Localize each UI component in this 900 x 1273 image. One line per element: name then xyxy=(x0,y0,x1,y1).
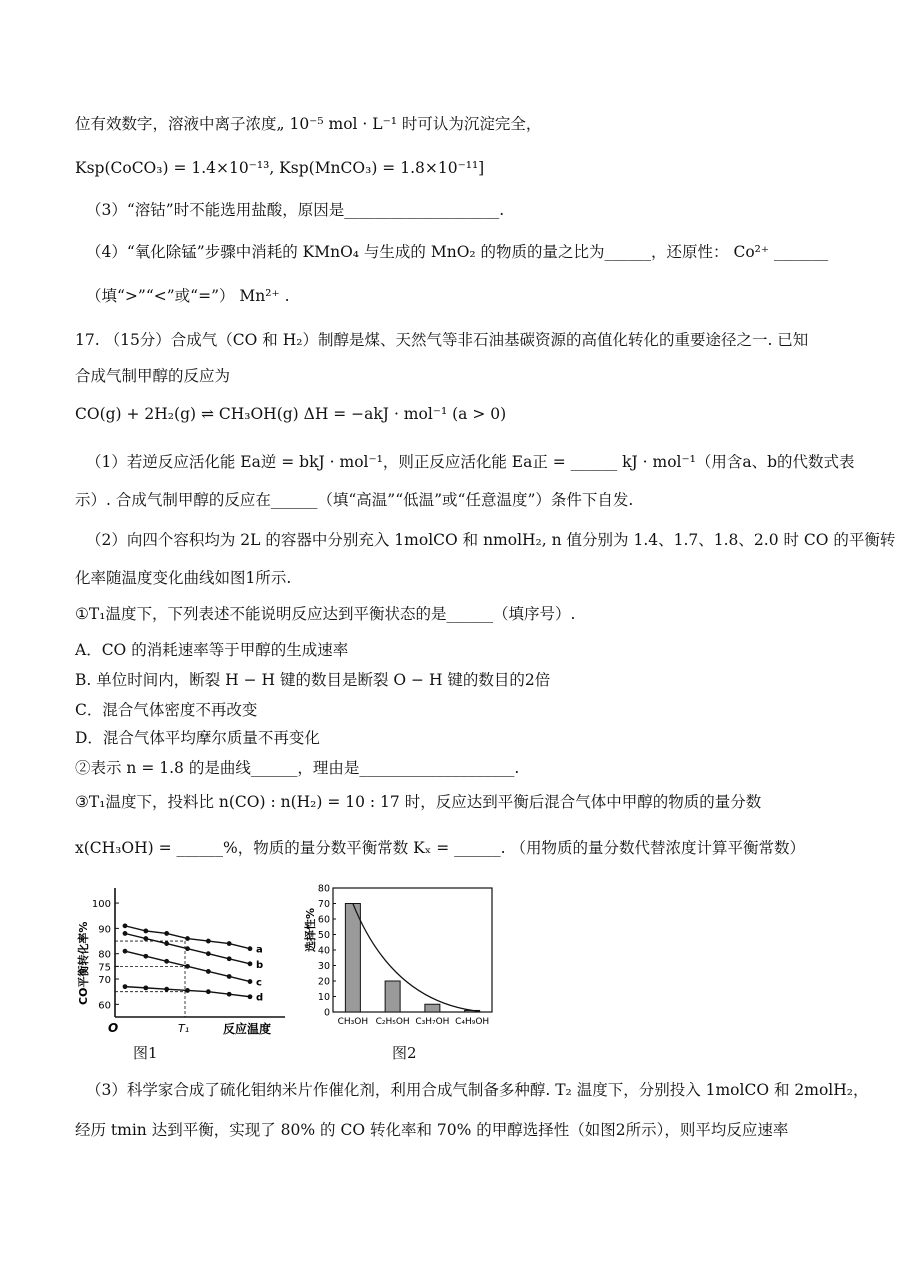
fig2-ytick-label: 40 xyxy=(317,945,330,957)
fig1-point xyxy=(206,969,211,974)
reaction-equation: CO(g) + 2H₂(g) ⇌ CH₃OH(g) ΔH = −akJ · mol⁻¹ (a > 0) xyxy=(75,405,507,423)
fig1-curve-label: b xyxy=(256,959,264,971)
sub-question-3-cont: 经历 tmin 达到平衡，实现了 80% 的 CO 转化率和 70% 的甲醇选择性（如图2所示），则平均反应速率 xyxy=(75,1121,789,1139)
fig1-point xyxy=(123,984,128,989)
fig1-ylabel: CO平衡转化率% xyxy=(77,921,90,1005)
fig2-ytick-label: 70 xyxy=(317,899,330,910)
fig2-ytick-label: 0 xyxy=(323,1007,330,1019)
item-2: ②表示 n = 1.8 的是曲线______，理由是____________________. xyxy=(75,759,520,777)
sub-question-2-cont: 化率随温度变化曲线如图1所示. xyxy=(75,569,292,587)
fig2-bar xyxy=(385,981,400,1012)
fig1-ytick-label: 70 xyxy=(98,975,111,987)
fig1-ytick-label: 90 xyxy=(98,924,111,936)
fig1-point xyxy=(185,946,190,951)
fig2-ytick-label: 50 xyxy=(317,930,330,941)
fig1-point xyxy=(206,939,211,944)
fig1-curve-label: d xyxy=(256,992,264,1004)
fig1-point xyxy=(248,979,253,984)
fig1-point xyxy=(164,987,169,992)
fig2-ytick-label: 30 xyxy=(317,961,330,972)
item-3: ③T₁温度下，投料比 n(CO) : n(H₂) = 10 : 17 时，反应达到平衡后混合气体中甲醇的物质的量分数 xyxy=(75,793,762,811)
sub-question-1-cont: 示）. 合成气制甲醇的反应在______（填“高温”“低温”或“任意温度”）条件下自发. xyxy=(75,491,634,509)
fig1-point xyxy=(206,951,211,956)
fig2-ylabel: 选择性% xyxy=(304,907,317,952)
fig1-curve-label: c xyxy=(256,977,262,989)
problem-17-intro: 合成气制甲醇的反应为 xyxy=(75,367,231,385)
fig2-bar xyxy=(425,1004,440,1012)
fig1-point xyxy=(248,994,253,999)
fig2-category-label: C₃H₇OH xyxy=(415,1017,450,1027)
fig1-point xyxy=(206,989,211,994)
fig1-curve-label: a xyxy=(256,944,263,956)
fig1-point xyxy=(143,936,148,941)
fig2-category-label: C₂H₅OH xyxy=(375,1017,410,1027)
sub-question-1: （1）若逆反应活化能 Ea逆 = bkJ · mol⁻¹，则正反应活化能 Ea正 = ______ kJ · mol⁻¹（用含a、b的代数式表 xyxy=(86,453,855,471)
fig1-ytick-label: 75 xyxy=(98,962,111,974)
figure-1-caption: 图1 xyxy=(133,1044,158,1062)
question-4: （4）“氧化除锰”步骤中消耗的 KMnO₄ 与生成的 MnO₂ 的物质的量之比为______，还原性： Co²⁺ _______ xyxy=(86,243,829,261)
fig2-category-label: CH₃OH xyxy=(337,1017,369,1027)
fig1-point xyxy=(143,985,148,990)
option-a: A．CO 的消耗速率等于甲醇的生成速率 xyxy=(75,641,349,659)
ksp-line: Ksp(CoCO₃) = 1.4×10⁻¹³, Ksp(MnCO₃) = 1.8×10⁻¹¹] xyxy=(75,159,485,177)
option-c: C．混合气体密度不再改变 xyxy=(75,701,258,719)
fig1-point xyxy=(185,964,190,969)
fig1-t1-label: T₁ xyxy=(178,1022,190,1035)
fig1-point xyxy=(123,923,128,928)
option-d: D．混合气体平均摩尔质量不再变化 xyxy=(75,729,320,747)
figure-2-caption: 图2 xyxy=(392,1044,417,1062)
fig1-ytick-label: 80 xyxy=(98,949,111,961)
fig1-ytick-label: 100 xyxy=(91,899,111,911)
fig1-point xyxy=(227,941,232,946)
fig2-ytick-label: 60 xyxy=(317,914,330,926)
fig1-point xyxy=(227,956,232,961)
fig1-point xyxy=(185,936,190,941)
figure-1-chart xyxy=(70,880,300,1040)
fig2-ytick-label: 20 xyxy=(317,976,330,988)
sub-question-3: （3）科学家合成了硫化钼纳米片作催化剂，利用合成气制备多种醇. T₂ 温度下，分别投入 1molCO 和 2molH₂， xyxy=(86,1081,869,1099)
fig1-point xyxy=(248,946,253,951)
figure-2-chart xyxy=(300,880,500,1040)
fig1-point xyxy=(164,941,169,946)
item-3-cont: x(CH₃OH) = ______%，物质的量分数平衡常数 Kₓ = ______. （用物质的量分数代替浓度计算平衡常数） xyxy=(75,839,805,857)
fig1-origin: O xyxy=(108,1021,119,1035)
question-3: （3）“溶钴”时不能选用盐酸，原因是____________________. xyxy=(86,201,505,219)
fig1-point xyxy=(123,949,128,954)
fig2-ytick-label: 10 xyxy=(317,992,330,1003)
text-line: 位有效数字，溶液中离子浓度„ 10⁻⁵ mol · L⁻¹ 时可认为沉淀完全， xyxy=(75,115,542,133)
fig2-category-label: C₄H₉OH xyxy=(455,1017,490,1027)
fig2-trend-curve xyxy=(353,904,480,1012)
fig1-point xyxy=(164,931,169,936)
fig1-point xyxy=(248,961,253,966)
option-b: B. 单位时间内，断裂 H − H 键的数目是断裂 O − H 键的数目的2倍 xyxy=(75,671,551,689)
fig1-point xyxy=(143,929,148,934)
fig1-point xyxy=(185,988,190,993)
fig1-point xyxy=(227,974,232,979)
item-1: ①T₁温度下，下列表述不能说明反应达到平衡状态的是______（填序号）. xyxy=(75,605,576,623)
problem-17-title: 17. （15分）合成气（CO 和 H₂）制醇是煤、天然气等非石油基碳资源的高值化转化的重要途径之一. 已知 xyxy=(75,331,809,349)
fig1-point xyxy=(227,992,232,997)
fig1-xlabel: 反应温度 xyxy=(223,1022,272,1036)
question-4-cont: （填“>”“<”或“=”） Mn²⁺ . xyxy=(86,287,290,305)
fig1-point xyxy=(164,959,169,964)
fig1-point xyxy=(143,954,148,959)
fig2-bar xyxy=(345,904,360,1013)
fig1-ytick-label: 60 xyxy=(98,1000,111,1012)
fig2-ytick-label: 80 xyxy=(317,883,330,895)
sub-question-2: （2）向四个容积均为 2L 的容器中分别充入 1molCO 和 nmolH₂, n 值分别为 1.4、1.7、1.8、2.0 时 CO 的平衡转 xyxy=(86,531,896,549)
fig1-point xyxy=(123,931,128,936)
